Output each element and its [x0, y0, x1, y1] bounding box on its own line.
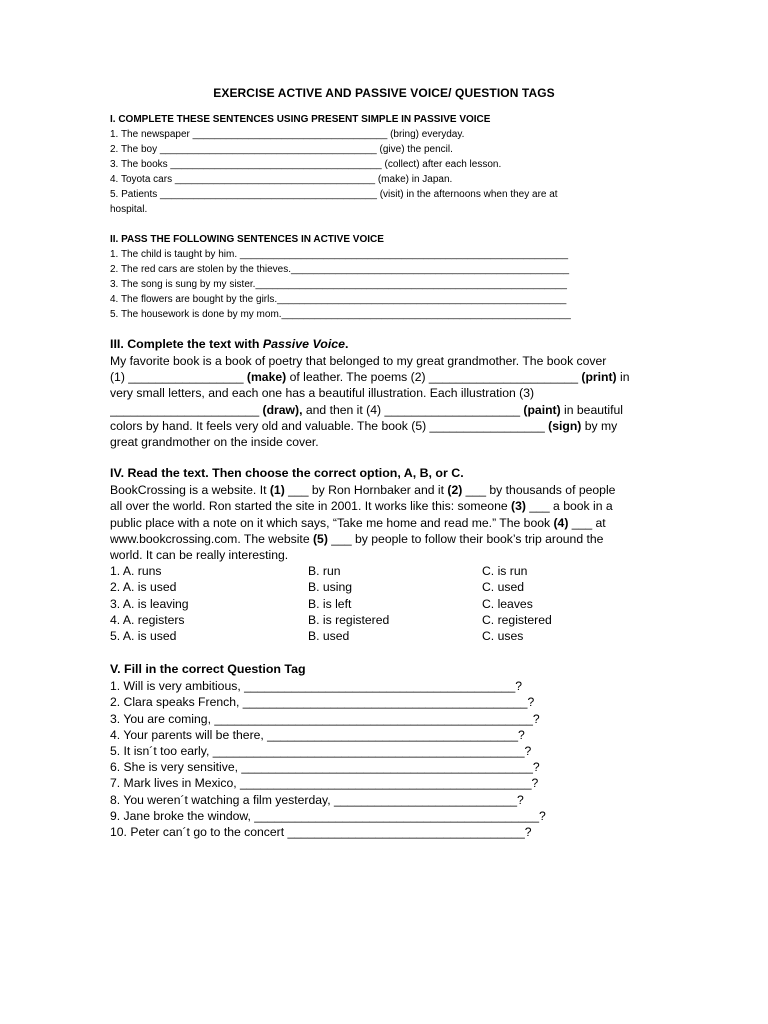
s4-text: public place with a note on it which says, “Take me home and read me.” The book	[110, 515, 554, 530]
s4-line-2	[110, 498, 658, 514]
s5-item-6: 6. She is very sensitive, ___________________________________________?	[110, 760, 540, 775]
s5-item-1: 1. Will is very ambitious, ________________________________________?	[110, 679, 522, 694]
s4-text: www.bookcrossing.com. The website	[110, 531, 313, 546]
option-a: 1. A. runs	[110, 564, 162, 579]
section-2-heading: II. PASS THE FOLLOWING SENTENCES IN ACTIVE VOICE	[110, 234, 384, 245]
s4-text: ___ by thousands of people	[462, 483, 616, 498]
s3-blank-3: ______________________	[110, 402, 263, 417]
s2-item-4: 4. The flowers are bought by the girls.____________________________________________________	[110, 294, 567, 305]
s4-gap-3: (3)	[511, 499, 526, 514]
s1-item-5: 5. Patients _______________________________________ (visit) in the afternoons when they are at	[110, 189, 558, 200]
option-c: C. uses	[482, 629, 524, 644]
s4-text: BookCrossing is a website. It	[110, 483, 270, 498]
option-row	[110, 579, 658, 595]
option-c: C. used	[482, 580, 525, 595]
option-row	[110, 612, 658, 628]
s2-item-5: 5. The housework is done by my mom.____________________________________________________	[110, 309, 571, 320]
page-title: EXERCISE ACTIVE AND PASSIVE VOICE/ QUESTION TAGS	[213, 86, 555, 100]
section-1-heading: I. COMPLETE THESE SENTENCES USING PRESENT SIMPLE IN PASSIVE VOICE	[110, 114, 491, 125]
s3-line-5	[110, 418, 658, 434]
s2-item-1: 1. The child is taught by him. ___________________________________________________________	[110, 249, 569, 260]
s3-line-4	[110, 402, 658, 418]
s1-item-3: 3. The books ______________________________________ (collect) after each lesson.	[110, 159, 502, 170]
s3-blank-2: of leather. The poems (2) ______________________	[286, 370, 582, 385]
s4-text: ___ at	[568, 515, 606, 530]
s5-item-5: 5. It isn´t too early, ______________________________________________?	[110, 744, 532, 759]
s4-gap-4: (4)	[553, 515, 569, 530]
section-3-heading-text: III. Complete the text with	[110, 337, 263, 351]
option-row	[110, 596, 658, 612]
s4-gap-1: (1)	[269, 483, 285, 498]
s2-item-2: 2. The red cars are stolen by the thieves.__________________________________________________	[110, 264, 570, 275]
option-row	[110, 628, 658, 644]
section-4	[110, 465, 658, 644]
s5-item-3: 3. You are coming, _______________________________________________?	[110, 711, 540, 726]
option-a: 2. A. is used	[110, 580, 177, 595]
section-3	[110, 336, 658, 450]
s3-verb-paint: (paint)	[523, 402, 561, 417]
s3-blank-5: colors by hand. It feels very old and valuable. The book (5) _________________	[110, 418, 549, 433]
option-c: C. is run	[482, 564, 528, 579]
s3-line-6: great grandmother on the inside cover.	[110, 435, 319, 450]
s4-text: ___ by people to follow their book’s trip around the	[327, 531, 604, 546]
section-4-heading: IV. Read the text. Then choose the correct option, A, B, or C.	[110, 466, 464, 481]
s4-line-5: world. It can be really interesting.	[110, 548, 289, 563]
s3-text: in	[616, 370, 630, 385]
option-c: C. registered	[482, 612, 552, 627]
s4-text: ___ a book in a	[525, 499, 613, 514]
s1-item-4: 4. Toyota cars ____________________________________ (make) in Japan.	[110, 174, 453, 185]
s5-item-4: 4. Your parents will be there, _____________________________________?	[110, 727, 525, 742]
section-1	[110, 112, 658, 217]
worksheet-page	[110, 86, 658, 840]
s3-verb-draw: (draw),	[262, 402, 303, 417]
option-b: B. is left	[308, 596, 352, 611]
option-b: B. run	[308, 564, 341, 579]
s5-item-2: 2. Clara speaks French, __________________________________________?	[110, 695, 535, 710]
s3-verb-sign: (sign)	[548, 418, 582, 433]
s3-verb-make: (make)	[246, 370, 287, 385]
s4-gap-5: (5)	[313, 531, 328, 546]
s5-item-10: 10. Peter can´t go to the concert ___________________________________?	[110, 825, 532, 840]
s2-item-3: 3. The song is sung by my sister.________________________________________________________	[110, 279, 567, 290]
s1-item-1: 1. The newspaper ___________________________________ (bring) everyday.	[110, 129, 465, 140]
s4-line-1	[110, 482, 658, 498]
section-5	[110, 661, 658, 840]
option-c: C. leaves	[482, 596, 533, 611]
s5-item-7: 7. Mark lives in Mexico, ___________________________________________?	[110, 776, 539, 791]
s3-text: by my	[581, 418, 618, 433]
s3-line-3: very small letters, and each one has a beautiful illustration. Each illustration (3)	[110, 386, 535, 401]
s5-item-9: 9. Jane broke the window, __________________________________________?	[110, 808, 546, 823]
section-3-heading-suffix: .	[345, 337, 349, 351]
s3-verb-print: (print)	[581, 370, 617, 385]
s3-blank-4: and then it (4) ____________________	[302, 402, 524, 417]
s1-item-2: 2. The boy _______________________________________ (give) the pencil.	[110, 144, 453, 155]
s4-text: all over the world. Ron started the site in 2001. It works like this: someone	[110, 499, 512, 514]
s4-text: ___ by Ron Hornbaker and it	[284, 483, 448, 498]
option-a: 5. A. is used	[110, 629, 177, 644]
s5-item-8: 8. You weren´t watching a film yesterday, ___________________________?	[110, 792, 524, 807]
s4-line-3	[110, 515, 658, 531]
s3-text: in beautiful	[560, 402, 623, 417]
s1-item-5-cont: hospital.	[110, 204, 148, 215]
section-3-heading	[110, 336, 658, 353]
s3-line-1: My favorite book is a book of poetry that belonged to my great grandmother. The book cover	[110, 354, 607, 368]
section-2	[110, 232, 658, 322]
s3-line-2	[110, 369, 658, 385]
option-b: B. is registered	[308, 612, 390, 627]
s3-blank-1: (1) _________________	[110, 370, 247, 385]
option-row	[110, 563, 658, 579]
section-5-heading: V. Fill in the correct Question Tag	[110, 662, 306, 677]
options-table	[110, 563, 658, 644]
section-3-heading-italic: Passive Voice	[262, 337, 346, 351]
option-a: 3. A. is leaving	[110, 596, 189, 611]
s4-line-4	[110, 531, 658, 547]
option-a: 4. A. registers	[110, 612, 185, 627]
option-b: B. using	[308, 580, 353, 595]
s4-gap-2: (2)	[447, 483, 463, 498]
option-b: B. used	[308, 629, 350, 644]
